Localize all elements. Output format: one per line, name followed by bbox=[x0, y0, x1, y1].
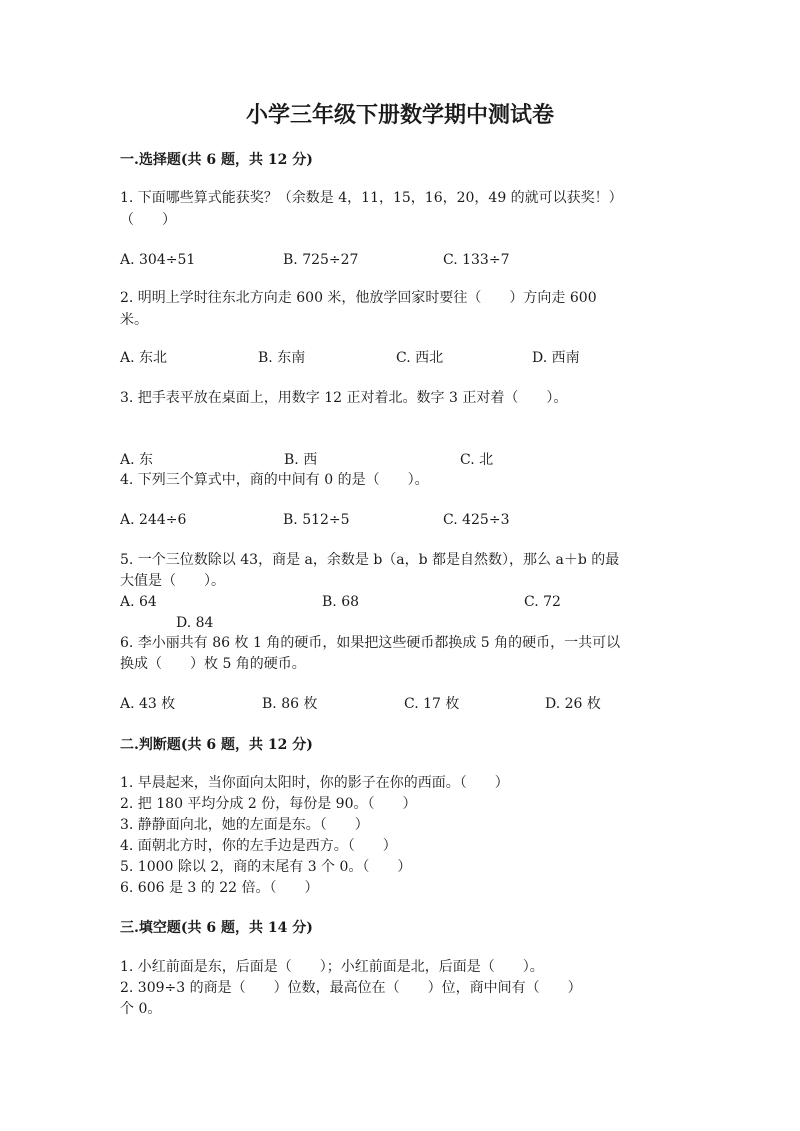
fill-item-1: 1. 小红前面是东，后面是（ ）；小红前面是北，后面是（ ）。 bbox=[120, 959, 544, 975]
question-4-option-b: B. 512÷5 bbox=[283, 512, 350, 528]
question-2-option-a: A. 东北 bbox=[120, 350, 168, 366]
section-heading-fill-blank: 三.填空题(共 6 题，共 14 分) bbox=[120, 920, 313, 936]
judgement-item-2: 2. 把 180 平均分成 2 份，每份是 90。（ ） bbox=[120, 796, 417, 812]
question-6-option-d: D. 26 枚 bbox=[545, 696, 601, 712]
question-5-line-1: 5. 一个三位数除以 43，商是 a，余数是 b（a，b 都是自然数），那么 a＋b 的最 bbox=[120, 552, 620, 568]
question-3-option-b: B. 西 bbox=[284, 452, 318, 468]
question-1-option-a: A. 304÷51 bbox=[120, 252, 196, 268]
judgement-item-1: 1. 早晨起来，当你面向太阳时，你的影子在你的西面。（ ） bbox=[120, 775, 509, 791]
question-5-option-a: A. 64 bbox=[120, 594, 157, 610]
question-1-option-b: B. 725÷27 bbox=[283, 252, 359, 268]
question-2-line-2: 米。 bbox=[120, 312, 148, 328]
judgement-item-5: 5. 1000 除以 2，商的末尾有 3 个 0。（ ） bbox=[120, 859, 412, 875]
question-4-option-a: A. 244÷6 bbox=[120, 512, 187, 528]
judgement-item-3: 3. 静静面向北，她的左面是东。（ ） bbox=[120, 817, 369, 833]
judgement-item-4: 4. 面朝北方时，你的左手边是西方。（ ） bbox=[120, 838, 397, 854]
question-3-option-c: C. 北 bbox=[460, 452, 494, 468]
question-6-option-b: B. 86 枚 bbox=[262, 696, 318, 712]
page-title: 小学三年级下册数学期中测试卷 bbox=[245, 102, 554, 128]
question-4-line-1: 4. 下列三个算式中，商的中间有 0 的是（ ）。 bbox=[120, 472, 429, 488]
question-1-option-c: C. 133÷7 bbox=[443, 252, 510, 268]
fill-item-2-line-2: 个 0。 bbox=[120, 1001, 162, 1017]
question-6-line-1: 6. 李小丽共有 86 枚 1 角的硬币，如果把这些硬币都换成 5 角的硬币，一共可以 bbox=[120, 635, 621, 651]
question-1-line-2: （ ） bbox=[120, 212, 176, 228]
section-heading-choice: 一.选择题(共 6 题，共 12 分) bbox=[120, 152, 313, 168]
question-6-option-c: C. 17 枚 bbox=[404, 696, 460, 712]
fill-item-2-line-1: 2. 309÷3 的商是（ ）位数，最高位在（ ）位，商中间有（ ） bbox=[120, 980, 582, 996]
question-6-option-a: A. 43 枚 bbox=[120, 696, 176, 712]
section-heading-judgement: 二.判断题(共 6 题，共 12 分) bbox=[120, 737, 313, 753]
question-5-option-c: C. 72 bbox=[524, 594, 561, 610]
question-5-option-b: B. 68 bbox=[322, 594, 360, 610]
judgement-item-6: 6. 606 是 3 的 22 倍。（ ） bbox=[120, 880, 319, 896]
question-1-line-1: 1. 下面哪些算式能获奖？（余数是 4，11，15，16，20，49 的就可以获奖！） bbox=[120, 190, 623, 206]
question-4-option-c: C. 425÷3 bbox=[443, 512, 510, 528]
question-3-line-1: 3. 把手表平放在桌面上，用数字 12 正对着北。数字 3 正对着（ ）。 bbox=[120, 390, 568, 406]
question-2-option-d: D. 西南 bbox=[532, 350, 580, 366]
question-3-option-a: A. 东 bbox=[120, 452, 154, 468]
question-2-line-1: 2. 明明上学时往东北方向走 600 米，他放学回家时要往（ ）方向走 600 bbox=[120, 290, 597, 306]
question-5-line-2: 大值是（ ）。 bbox=[120, 573, 225, 589]
question-5-option-d: D. 84 bbox=[176, 615, 214, 631]
question-2-option-c: C. 西北 bbox=[396, 350, 444, 366]
question-2-option-b: B. 东南 bbox=[258, 350, 306, 366]
question-6-line-2: 换成（ ）枚 5 角的硬币。 bbox=[120, 656, 306, 672]
